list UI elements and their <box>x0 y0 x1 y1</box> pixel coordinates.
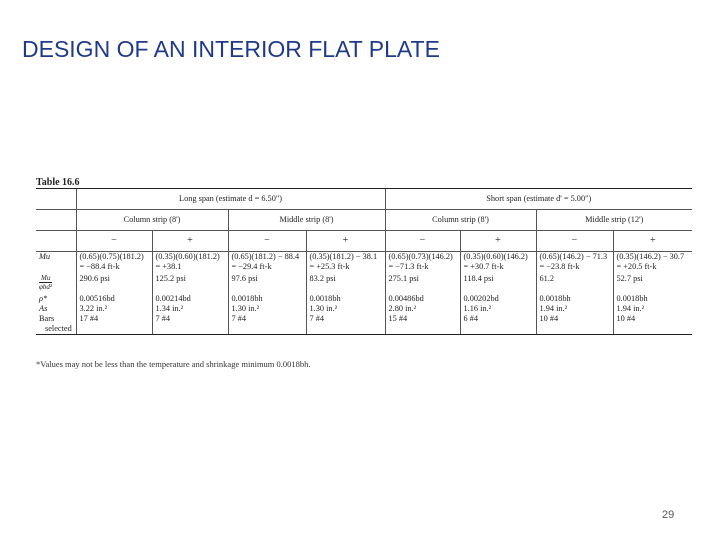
table-cell: (0.35)(0.60)(181.2) = +38.1 <box>152 252 228 275</box>
table-cell: 0.0018bh <box>613 294 692 304</box>
table-cell: (0.65)(0.73)(146.2) = −71.3 ft-k <box>385 252 460 275</box>
table-cell: 2.80 in.² <box>385 304 460 314</box>
table-cell: 275.1 psi <box>385 274 460 294</box>
table-cell: 3.22 in.² <box>76 304 152 314</box>
table-cell: 0.00214bd <box>152 294 228 304</box>
table-cell: 0.00516bd <box>76 294 152 304</box>
table-cell: 0.0018bh <box>228 294 306 304</box>
strip-header: Column strip (8') <box>76 210 228 231</box>
table-cell: 1.34 in.² <box>152 304 228 314</box>
row-label: As <box>39 304 48 313</box>
table-row <box>36 314 692 335</box>
span-header-row <box>36 189 692 210</box>
table-cell: 118.4 psi <box>460 274 536 294</box>
table-caption: Table 16.6 <box>36 177 80 188</box>
row-label: Mu φbd² <box>39 274 52 291</box>
sign-cell: + <box>460 231 536 252</box>
table-row <box>36 252 692 275</box>
table-row <box>36 294 692 304</box>
table-cell: 1.94 in.² <box>536 304 613 314</box>
table-cell: (0.65)(0.75)(181.2) = −88.4 ft-k <box>76 252 152 275</box>
data-table <box>36 188 692 335</box>
table-cell: 15 #4 <box>385 314 460 335</box>
table-cell: 0.0018bh <box>536 294 613 304</box>
table-cell: (0.35)(181.2) − 38.1 = +25.3 ft-k <box>306 252 385 275</box>
strip-header: Column strip (8') <box>385 210 536 231</box>
table-cell: 1.94 in.² <box>613 304 692 314</box>
sign-cell: − <box>536 231 613 252</box>
table-cell: 10 #4 <box>613 314 692 335</box>
strip-header-row <box>36 210 692 231</box>
sign-cell: − <box>76 231 152 252</box>
table-cell: (0.65)(181.2) − 88.4 = −29.4 ft-k <box>228 252 306 275</box>
table-cell: 0.0018bh <box>306 294 385 304</box>
row-label: Bars selected <box>36 314 76 335</box>
table-cell: 125.2 psi <box>152 274 228 294</box>
sign-cell: + <box>306 231 385 252</box>
corner-cell <box>36 210 76 231</box>
table-cell: 10 #4 <box>536 314 613 335</box>
table-cell: 7 #4 <box>152 314 228 335</box>
table-cell: 1.30 in.² <box>306 304 385 314</box>
table-cell: 6 #4 <box>460 314 536 335</box>
table-cell: 0.00486bd <box>385 294 460 304</box>
page-number: 29 <box>662 509 675 521</box>
short-span-header: Short span (estimate d' = 5.00") <box>385 189 692 210</box>
strip-header: Middle strip (12') <box>536 210 692 231</box>
row-label: Mu <box>39 252 51 261</box>
sign-cell: + <box>152 231 228 252</box>
table-cell: 1.30 in.² <box>228 304 306 314</box>
table-row <box>36 274 692 294</box>
corner-cell <box>36 189 76 210</box>
table-cell: 17 #4 <box>76 314 152 335</box>
table-cell: 0.00202bd <box>460 294 536 304</box>
table-cell: 7 #4 <box>228 314 306 335</box>
corner-cell <box>36 231 76 252</box>
sign-cell: − <box>385 231 460 252</box>
row-label: ρ* <box>39 294 48 303</box>
long-span-header: Long span (estimate d = 6.50") <box>76 189 385 210</box>
table-cell: 7 #4 <box>306 314 385 335</box>
table-cell: (0.35)(0.60)(146.2) = +30.7 ft-k <box>460 252 536 275</box>
table-cell: 52.7 psi <box>613 274 692 294</box>
sign-cell: + <box>613 231 692 252</box>
table-cell: 1.16 in.² <box>460 304 536 314</box>
slide-title: DESIGN OF AN INTERIOR FLAT PLATE <box>22 36 440 62</box>
table-row <box>36 304 692 314</box>
strip-header: Middle strip (8') <box>228 210 385 231</box>
table-cell: 61.2 <box>536 274 613 294</box>
sign-cell: − <box>228 231 306 252</box>
table-cell: (0.65)(146.2) − 71.3 = −23.8 ft-k <box>536 252 613 275</box>
table-cell: 83.2 psi <box>306 274 385 294</box>
table-cell: (0.35)(146.2) − 30.7 = +20.5 ft-k <box>613 252 692 275</box>
table-footnote: *Values may not be less than the temperature and shrinkage minimum 0.0018bh. <box>36 359 311 369</box>
sign-row <box>36 231 692 252</box>
table-cell: 290.6 psi <box>76 274 152 294</box>
table-cell: 97.6 psi <box>228 274 306 294</box>
